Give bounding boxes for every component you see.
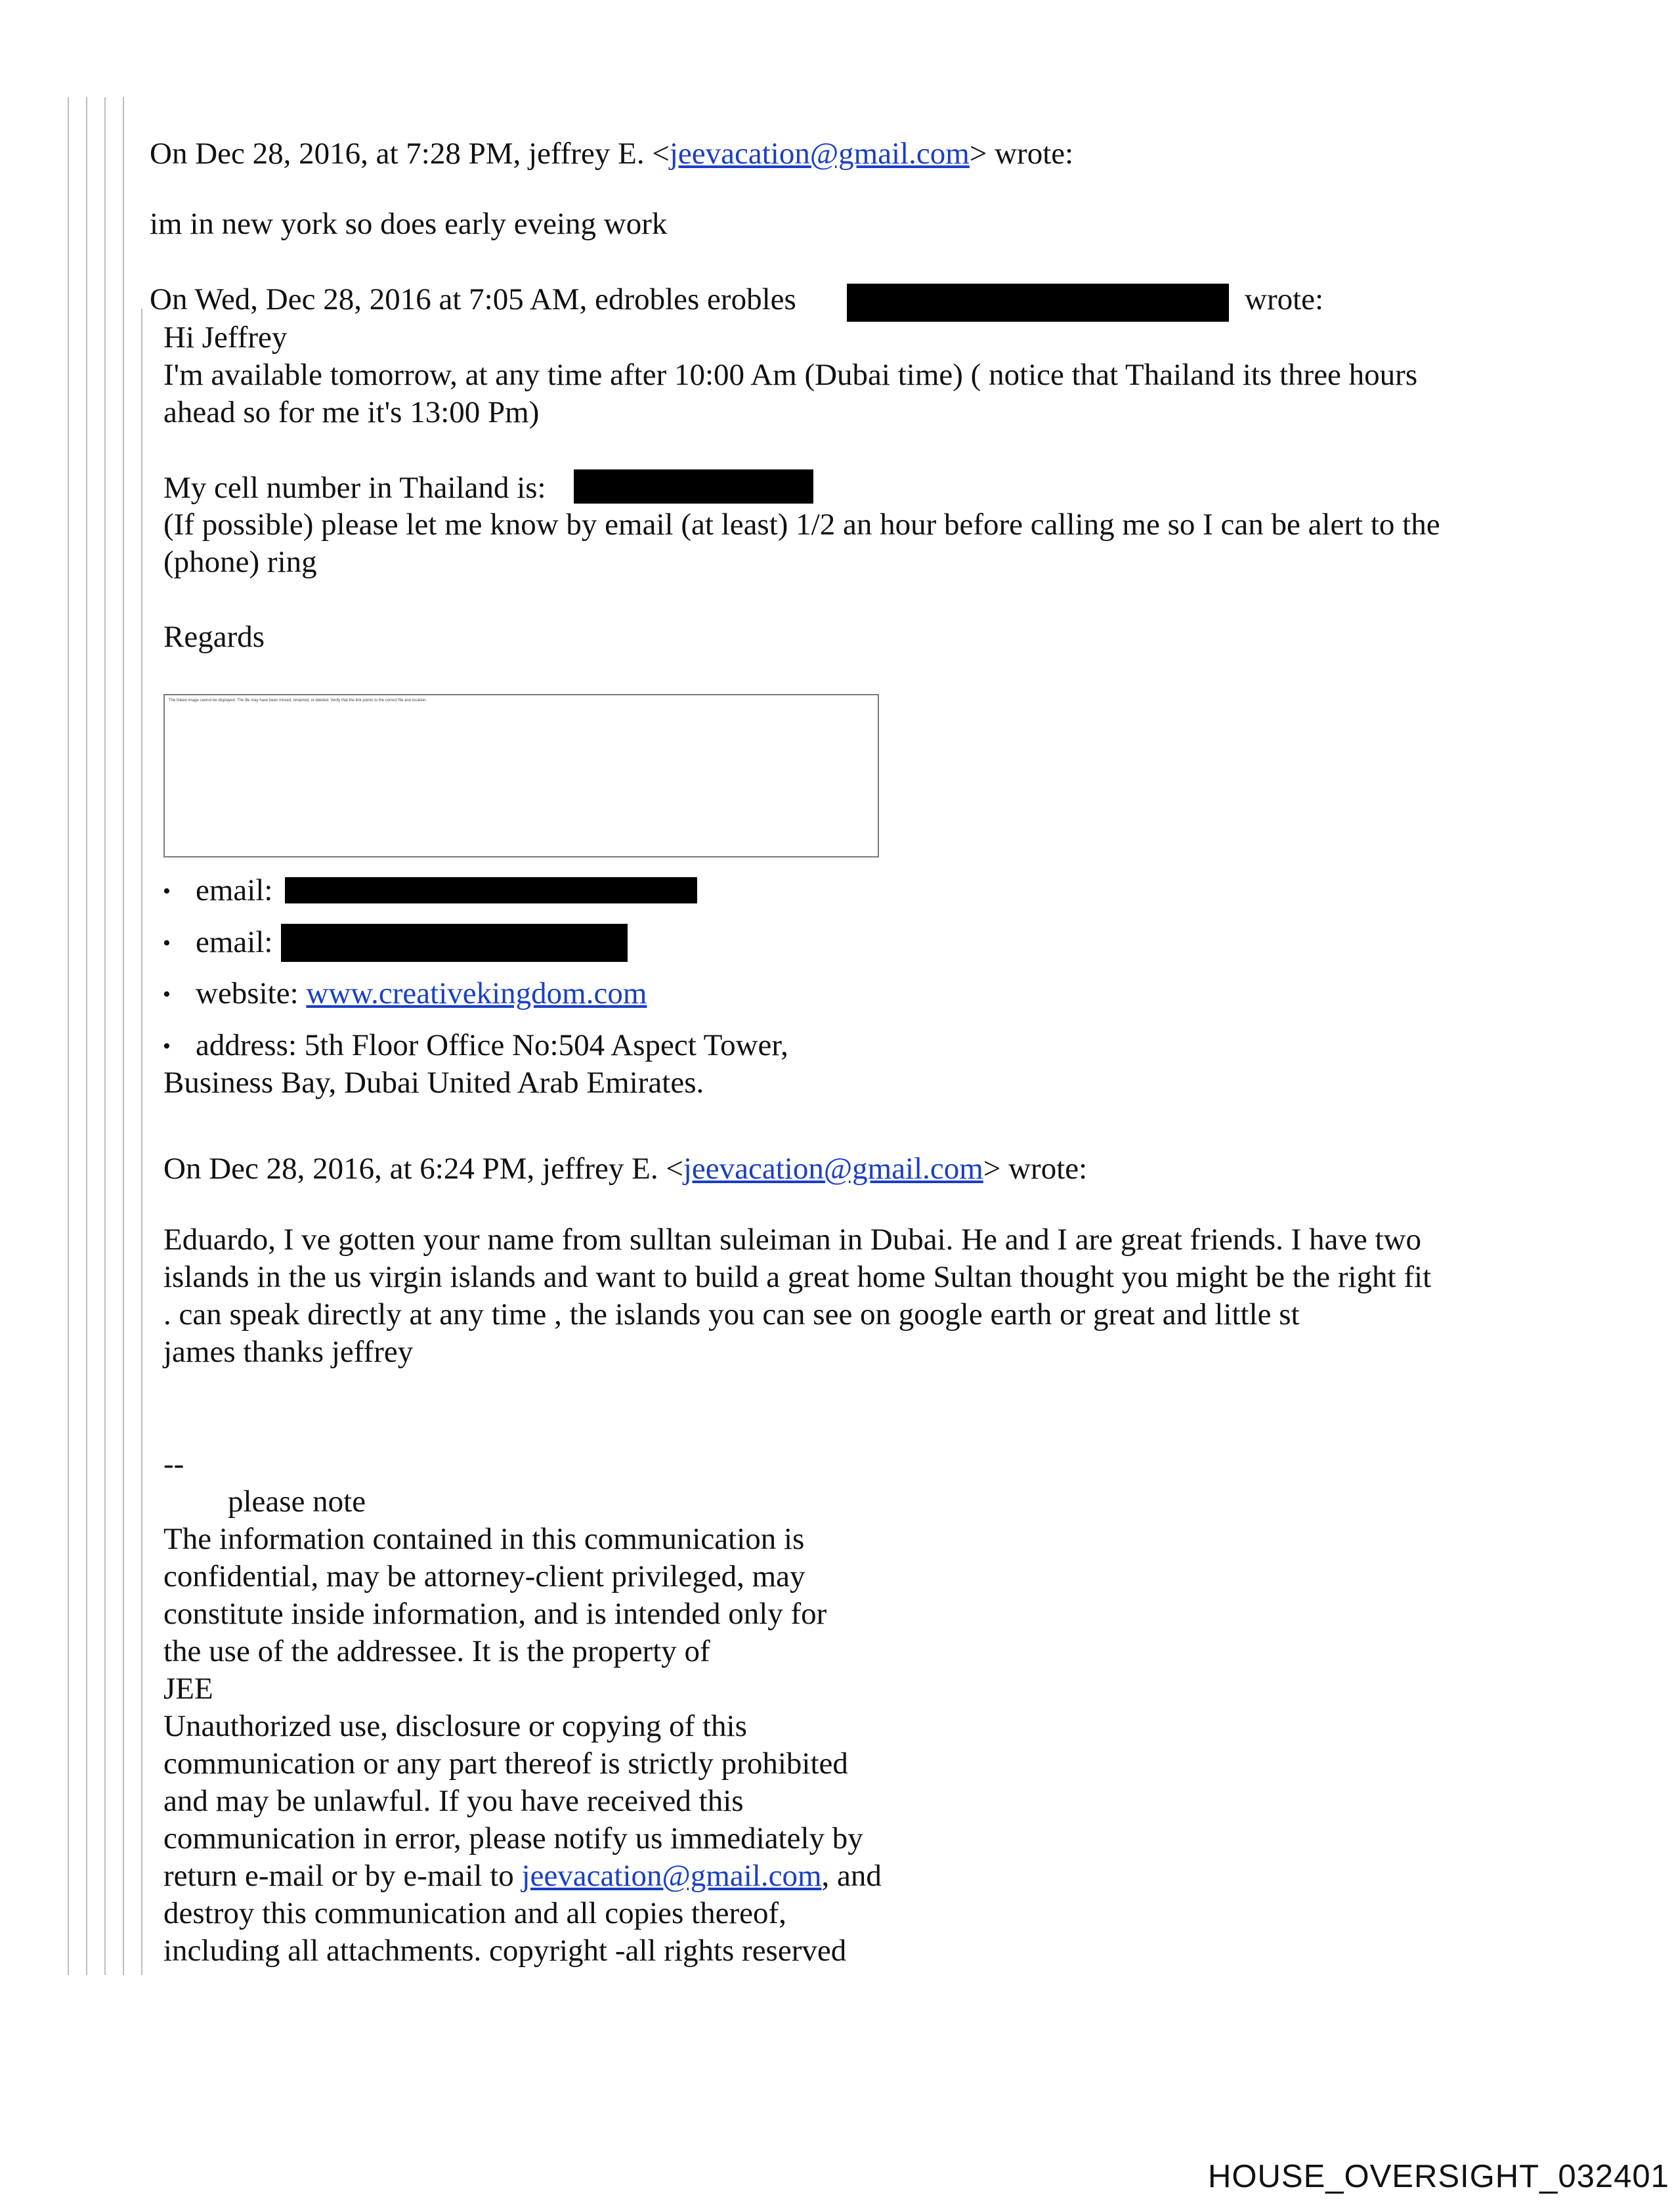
signature-email-link[interactable]: jeevacation@gmail.com: [521, 1859, 822, 1893]
signature-line-1: The information contained in this communication is: [163, 1522, 805, 1556]
bullet-icon: •: [163, 931, 171, 955]
quote-bar-3: [104, 97, 106, 1975]
header-3-prefix: On Dec 28, 2016, at 6:24 PM, jeffrey E. <: [163, 1152, 683, 1186]
signature-dashes: --: [163, 1447, 184, 1481]
quote-bar-1: [68, 97, 69, 1975]
header-2-prefix: On Wed, Dec 28, 2016 at 7:05 AM, edrobles erobles: [150, 282, 796, 316]
message-3-line-1: Eduardo, I ve gotten your name from sulltan suleiman in Dubai. He and I are great friends. I have two: [163, 1223, 1421, 1257]
contact-address-line-2: Business Bay, Dubai United Arab Emirates.: [163, 1066, 704, 1100]
message-3-line-4: james thanks jeffrey: [163, 1335, 414, 1369]
redaction-bar: [281, 924, 628, 962]
signature-note: please note: [228, 1485, 366, 1519]
header-3-suffix: > wrote:: [983, 1152, 1088, 1186]
message-3-line-2: islands in the us virgin islands and want to build a great home Sultan thought you might be the right fit: [163, 1260, 1432, 1294]
message-2-cell-label: My cell number in Thailand is:: [163, 471, 546, 505]
message-2-line-4: (phone) ring: [163, 545, 317, 579]
quote-bar-5: [141, 309, 142, 1975]
header-3: [163, 1150, 1087, 1187]
website-link[interactable]: www.creativekingdom.com: [306, 976, 647, 1010]
signature-line-9: communication in error, please notify us immediately by: [163, 1821, 863, 1855]
contact-website: [196, 975, 647, 1012]
signature-attachments-line: including all attachments. copyright -all rights reserved: [163, 1934, 847, 1968]
signature-line-7: communication or any part thereof is strictly prohibited: [163, 1746, 848, 1781]
header-1-prefix: On Dec 28, 2016, at 7:28 PM, jeffrey E. <: [150, 137, 670, 171]
bullet-icon: •: [163, 982, 171, 1007]
contact-email-label-1: email:: [196, 873, 273, 907]
message-2-line-2: ahead so for me it's 13:00 Pm): [163, 395, 540, 429]
signature-return-prefix: return e-mail or by e-mail to: [163, 1859, 522, 1893]
signature-line-3: constitute inside information, and is intended only for: [163, 1597, 827, 1631]
signature-line-5: JEE: [163, 1672, 213, 1706]
contact-address-line-1: address: 5th Floor Office No:504 Aspect Tower,: [196, 1028, 788, 1062]
redaction-bar: [847, 284, 1229, 322]
bates-number: HOUSE_OVERSIGHT_032401: [1208, 2159, 1669, 2194]
contact-email-label-2: email:: [196, 925, 273, 959]
header-2-suffix: wrote:: [1245, 282, 1324, 316]
signature-line-2: confidential, may be attorney-client privileged, may: [163, 1559, 805, 1594]
header-1-email-link[interactable]: jeevacation@gmail.com: [669, 137, 970, 171]
bullet-icon: •: [163, 879, 171, 903]
contact-website-label: website:: [196, 976, 299, 1010]
message-3-line-3: . can speak directly at any time , the islands you can see on google earth or great and little st: [163, 1297, 1300, 1332]
header-1: [150, 135, 1073, 172]
broken-image-placeholder: [163, 694, 879, 857]
signature-line-4: the use of the addressee. It is the property of: [163, 1634, 710, 1668]
header-1-suffix: > wrote:: [969, 137, 1074, 171]
signature-return-line: [163, 1857, 882, 1894]
signature-line-8: and may be unlawful. If you have received this: [163, 1784, 744, 1818]
redaction-bar: [574, 469, 813, 504]
signature-line-6: Unauthorized use, disclosure or copying of this: [163, 1709, 747, 1743]
bullet-icon: •: [163, 1034, 171, 1058]
redaction-bar: [285, 877, 697, 903]
header-3-email-link[interactable]: jeevacation@gmail.com: [683, 1152, 983, 1186]
broken-image-message: The linked image cannot be displayed. The file may have been moved, renamed, or deleted. Verify that the link points to the correct file and location.: [169, 699, 427, 703]
quote-bar-4: [123, 97, 124, 1975]
signature-destroy-line: destroy this communication and all copies thereof,: [163, 1896, 786, 1930]
message-2-line-3: (If possible) please let me know by email (at least) 1/2 an hour before calling me so I can be alert to the: [163, 508, 1440, 542]
reply-1: im in new york so does early eveing work: [150, 207, 668, 241]
message-2-greeting: Hi Jeffrey: [163, 320, 288, 355]
message-2-regards: Regards: [163, 620, 265, 654]
message-2-line-1: I'm available tomorrow, at any time after 10:00 Am (Dubai time) ( notice that Thailand its three hours: [163, 358, 1418, 392]
signature-return-suffix: , and: [821, 1859, 882, 1893]
quote-bar-2: [86, 97, 87, 1975]
